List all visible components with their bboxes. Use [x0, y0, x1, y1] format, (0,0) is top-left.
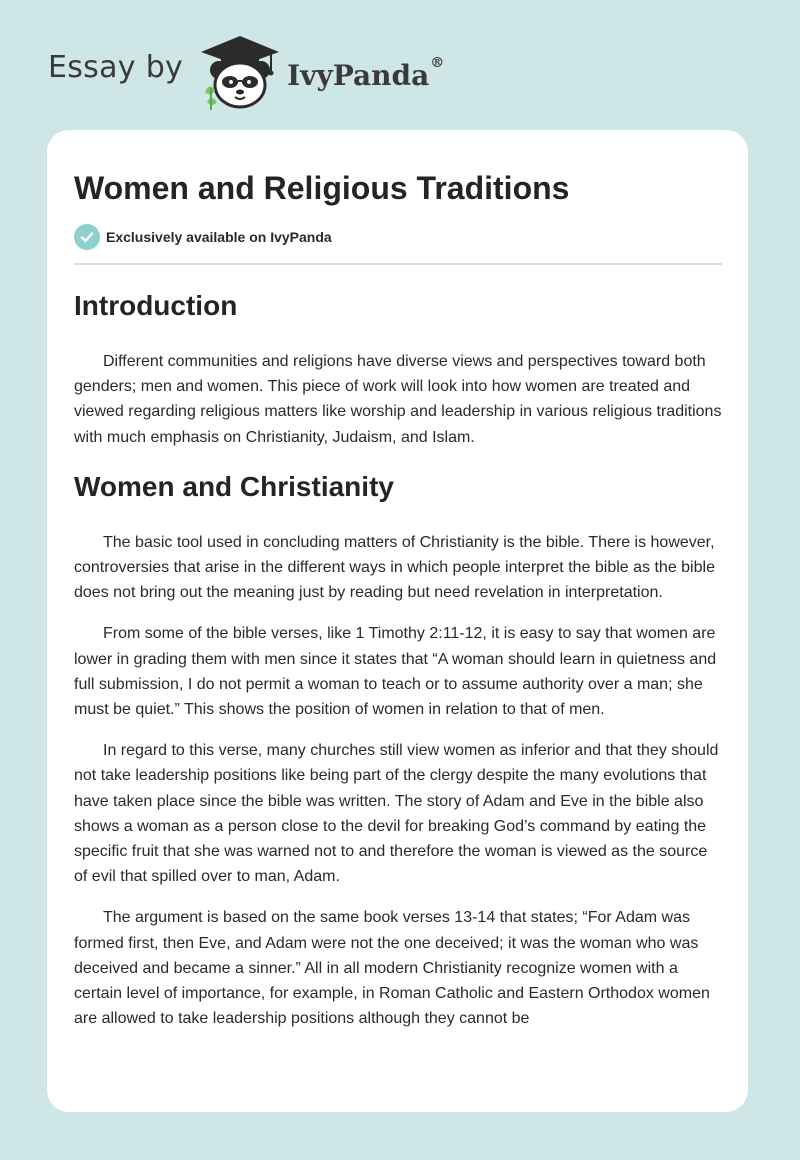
brand-prefix: Essay by [48, 49, 184, 85]
section-heading: Introduction [74, 290, 238, 321]
divider [74, 263, 722, 265]
paragraph: Different communities and religions have diverse views and perspectives toward both genders; men and women. This piece of work will look into how women are treated and viewed regarding religious matters like worship and leadership in various religious traditions with much emphasis on Christianity, Judaism, and Islam. [74, 353, 722, 446]
paragraph: In regard to this verse, many churches still view women as inferior and that they should not take leadership positions like being part of the clergy despite the many evolutions that have taken place since the bible was written. The story of Adam and Eve in the bible also shows a woman as a person close to the devil for breaking God’s command by eating the specific fruit that she was warned not to and therefore the woman is viewed as the source of evil that spilled over to man, Adam. [74, 742, 719, 886]
check-icon [74, 224, 100, 250]
section-introduction [74, 289, 722, 450]
paragraph: The basic tool used in concluding matters of Christianity is the bible. There is however, controversies that arise in the different ways in which people interpret the bible as the bible does not bring out the meaning just by reading but need revelation in interpretation. [74, 533, 715, 602]
section-heading: Women and Christianity [74, 470, 394, 502]
panda-graduation-cap-icon [197, 32, 283, 112]
paragraph: From some of the bible verses, like 1 Timothy 2:11-12, it is easy to say that women are lower in grading them with men since it states that “A woman should learn in quietness and full submission, I do not permit a woman to teach or to assume authority over a man; she must be quiet.” This shows the position of women in relation to that of men. [74, 625, 717, 719]
badge-text: Exclusively available on IvyPanda [106, 229, 332, 245]
site-header [48, 32, 444, 112]
essay-title: Women and Religious Traditions [74, 170, 570, 206]
section-women-and-christianity [74, 470, 722, 1032]
brand-name: IvyPanda® [287, 54, 445, 92]
paragraph: The argument is based on the same book verses 13-14 that states; “For Adam was formed first, then Eve, and Adam were not the one deceived; it was the woman who was deceived and became a sinner.” All in all modern Christianity recognize women with a certain level of importance, for example, in Roman Catholic and Eastern Orthodox women are allowed to take leadership positions although they cannot be [74, 909, 710, 1028]
exclusive-badge [74, 224, 722, 250]
essay-card [47, 130, 748, 1112]
registered-mark: ® [430, 54, 445, 71]
